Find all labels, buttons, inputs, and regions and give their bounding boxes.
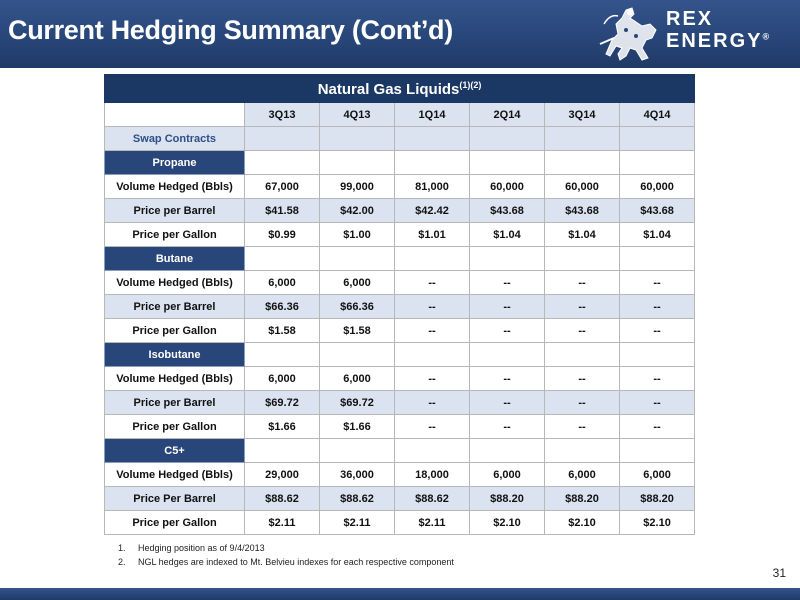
table-cell: $66.36	[245, 295, 320, 319]
column-header: 2Q14	[470, 103, 545, 127]
page-number: 31	[772, 566, 786, 580]
table-cell	[320, 127, 395, 151]
row-label: Volume Hedged (Bbls)	[105, 367, 245, 391]
table-cell: 6,000	[245, 271, 320, 295]
table-cell	[620, 151, 695, 175]
column-header: 3Q13	[245, 103, 320, 127]
table-cell: $88.62	[395, 487, 470, 511]
table-cell	[395, 343, 470, 367]
table-row	[105, 367, 695, 391]
table-cell	[245, 439, 320, 463]
column-header: 4Q13	[320, 103, 395, 127]
hedging-table	[104, 74, 695, 535]
table-cell	[620, 439, 695, 463]
table-cell: 29,000	[245, 463, 320, 487]
table-cell: --	[620, 367, 695, 391]
table-cell: --	[620, 415, 695, 439]
table-cell	[545, 127, 620, 151]
row-label: Price per Gallon	[105, 415, 245, 439]
table-cell: $43.68	[470, 199, 545, 223]
table-cell: 6,000	[620, 463, 695, 487]
table-cell: --	[545, 319, 620, 343]
table-cell: --	[395, 295, 470, 319]
table-cell: $42.00	[320, 199, 395, 223]
table-cell: 60,000	[545, 175, 620, 199]
section-row-propane	[105, 151, 695, 175]
row-label: Price Per Barrel	[105, 487, 245, 511]
table-cell	[545, 439, 620, 463]
section-row-c5plus	[105, 439, 695, 463]
table-cell	[545, 343, 620, 367]
row-label: Volume Hedged (Bbls)	[105, 175, 245, 199]
table-cell	[395, 151, 470, 175]
table-title-text: Natural Gas Liquids	[317, 80, 460, 98]
table-cell	[245, 151, 320, 175]
table-cell	[395, 127, 470, 151]
row-label: Price per Gallon	[105, 511, 245, 535]
table-cell: --	[620, 391, 695, 415]
table-cell: $88.62	[320, 487, 395, 511]
table-row	[105, 391, 695, 415]
page-title: Current Hedging Summary (Cont’d)	[8, 15, 453, 45]
table-cell: $1.04	[620, 223, 695, 247]
table-cell: $69.72	[320, 391, 395, 415]
row-label: Price per Barrel	[105, 199, 245, 223]
registered-mark: ®	[762, 31, 772, 42]
table-cell: $88.20	[470, 487, 545, 511]
table-cell: 60,000	[620, 175, 695, 199]
footnote-1	[118, 541, 454, 555]
section-row-butane	[105, 247, 695, 271]
row-label: Price per Gallon	[105, 223, 245, 247]
logo-text-energy-word: ENERGY	[666, 30, 763, 52]
table-cell: $43.68	[545, 199, 620, 223]
table-cell: $1.58	[245, 319, 320, 343]
table-cell: $88.62	[245, 487, 320, 511]
table-cell: 60,000	[470, 175, 545, 199]
company-logo	[596, 4, 796, 64]
column-header: 4Q14	[620, 103, 695, 127]
table-cell: --	[470, 367, 545, 391]
table-cell	[395, 439, 470, 463]
footnote-number: 1.	[118, 543, 126, 553]
footnotes	[118, 541, 454, 569]
table-cell: $2.10	[545, 511, 620, 535]
table-cell: --	[470, 391, 545, 415]
footnote-2	[118, 555, 454, 569]
table-cell	[470, 151, 545, 175]
table-row	[105, 415, 695, 439]
table-cell: $2.10	[620, 511, 695, 535]
table-row	[105, 271, 695, 295]
table-cell	[470, 343, 545, 367]
table-cell: --	[545, 415, 620, 439]
row-label: Volume Hedged (Bbls)	[105, 271, 245, 295]
table-cell	[245, 343, 320, 367]
table-row	[105, 319, 695, 343]
table-cell: $88.20	[620, 487, 695, 511]
table-cell	[470, 439, 545, 463]
table-cell: 6,000	[320, 271, 395, 295]
table-cell: $1.04	[545, 223, 620, 247]
table-cell: --	[470, 295, 545, 319]
table-cell: $1.66	[245, 415, 320, 439]
table-row	[105, 223, 695, 247]
section-label: Isobutane	[105, 343, 245, 367]
table-cell: $2.10	[470, 511, 545, 535]
table-cell: $1.04	[470, 223, 545, 247]
table-cell: --	[545, 271, 620, 295]
table-cell	[620, 247, 695, 271]
table-cell: $88.20	[545, 487, 620, 511]
table-cell: --	[470, 271, 545, 295]
table-cell: 18,000	[395, 463, 470, 487]
footnote-text: Hedging position as of 9/4/2013	[138, 543, 265, 553]
table-cell: --	[470, 415, 545, 439]
table-cell: $1.00	[320, 223, 395, 247]
table-cell: $2.11	[320, 511, 395, 535]
table-row	[105, 463, 695, 487]
table-cell: $41.58	[245, 199, 320, 223]
table-cell: 36,000	[320, 463, 395, 487]
logo-text-energy	[666, 30, 771, 53]
column-header-row	[105, 103, 695, 127]
table-title	[105, 75, 695, 103]
table-cell	[320, 343, 395, 367]
table-cell	[245, 127, 320, 151]
table-cell	[470, 127, 545, 151]
footnote-number: 2.	[118, 557, 126, 567]
table-cell: 6,000	[545, 463, 620, 487]
section-label: Propane	[105, 151, 245, 175]
table-cell: 6,000	[320, 367, 395, 391]
table-cell	[320, 247, 395, 271]
table-cell	[320, 151, 395, 175]
table-cell: $43.68	[620, 199, 695, 223]
table-cell: --	[620, 271, 695, 295]
table-cell	[245, 247, 320, 271]
table-cell: --	[620, 295, 695, 319]
row-label: Price per Barrel	[105, 295, 245, 319]
table-cell: --	[470, 319, 545, 343]
swap-contracts-label: Swap Contracts	[105, 127, 245, 151]
logo-text-rex: REX	[666, 8, 714, 30]
table-cell	[395, 247, 470, 271]
table-cell	[620, 127, 695, 151]
table-cell: $1.58	[320, 319, 395, 343]
table-cell: $69.72	[245, 391, 320, 415]
table-cell: $42.42	[395, 199, 470, 223]
table-cell: $1.01	[395, 223, 470, 247]
table-cell: 81,000	[395, 175, 470, 199]
table-cell: --	[395, 367, 470, 391]
section-label: Butane	[105, 247, 245, 271]
table-cell: 67,000	[245, 175, 320, 199]
table-cell: --	[545, 295, 620, 319]
footer-bar	[0, 588, 800, 600]
row-label: Price per Barrel	[105, 391, 245, 415]
knight-on-horse-logo-icon	[596, 4, 664, 64]
table-title-footnote-ref: (1)(2)	[459, 79, 482, 90]
row-label: Price per Gallon	[105, 319, 245, 343]
column-header: 3Q14	[545, 103, 620, 127]
table-cell: $1.66	[320, 415, 395, 439]
row-label: Volume Hedged (Bbls)	[105, 463, 245, 487]
table-cell: 6,000	[245, 367, 320, 391]
table-cell: 6,000	[470, 463, 545, 487]
table-cell: --	[545, 391, 620, 415]
table-cell	[545, 247, 620, 271]
table-row	[105, 487, 695, 511]
slide-header	[0, 0, 800, 68]
table-cell: --	[395, 415, 470, 439]
table-cell	[320, 439, 395, 463]
table-row	[105, 175, 695, 199]
footnote-text: NGL hedges are indexed to Mt. Belvieu indexes for each respective component	[138, 557, 454, 567]
table-cell: $66.36	[320, 295, 395, 319]
table-cell: --	[620, 319, 695, 343]
table-cell: --	[395, 319, 470, 343]
table-cell: 99,000	[320, 175, 395, 199]
section-label: C5+	[105, 439, 245, 463]
table-cell: $0.99	[245, 223, 320, 247]
table-row	[105, 295, 695, 319]
table-cell: --	[545, 367, 620, 391]
table-cell: --	[395, 391, 470, 415]
table-cell: $2.11	[395, 511, 470, 535]
column-header: 1Q14	[395, 103, 470, 127]
table-cell: $2.11	[245, 511, 320, 535]
table-title-row	[105, 75, 695, 103]
table-cell	[545, 151, 620, 175]
table-cell	[620, 343, 695, 367]
hedging-table-container	[104, 74, 694, 535]
table-row	[105, 511, 695, 535]
column-header-blank	[105, 103, 245, 127]
section-row-isobutane	[105, 343, 695, 367]
table-row	[105, 199, 695, 223]
table-cell	[470, 247, 545, 271]
swap-contracts-row	[105, 127, 695, 151]
table-cell: --	[395, 271, 470, 295]
